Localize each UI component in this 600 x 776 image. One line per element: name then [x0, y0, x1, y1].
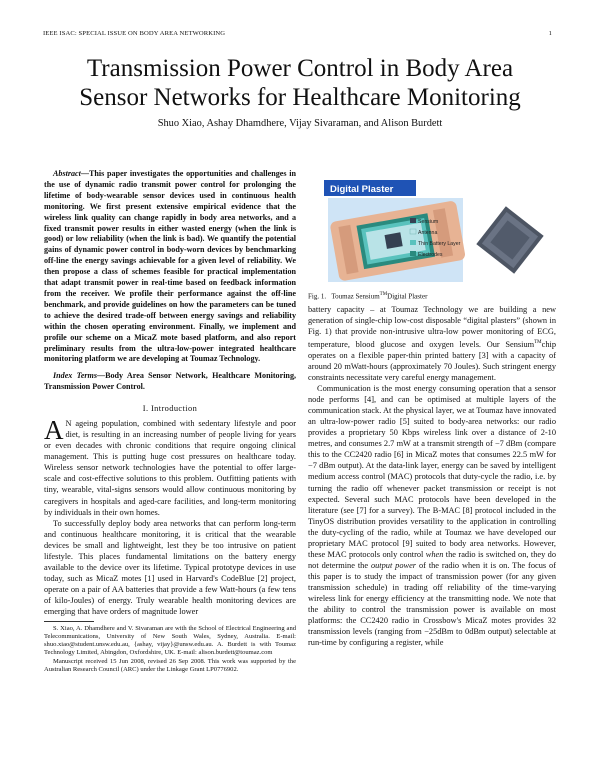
figure-banner-text: Digital Plaster — [330, 184, 394, 195]
right-paragraph-2-a: Communication is the most energy consuming operation that a sensor node performs [4], and can be optimised at multiple layers of the communication stack. At the physical layer, we at Toumaz have innovated an ultra-low-power radio [5] suited to body-area networks: our radio provides a proprietary 50 Kbps wireless link over a distance of 2-10 metres, and consumes 2.7 mW at a transmit strength of −7 dBm (compare this to the CC2420 radio [6] in MicaZ motes that consumes 22.5 mW for −7 dBm output). At the data-link layer, energy can be saved by intelligent medium access control (MAC) protocols that duty-cycle the radio, i.e. by turning the radio off whenever packet transmission or receipt is not expected. Several such MAC protocols have been developed in the literature (see [7] for a survey). The B-MAC [8] protocol included in the TinyOS distribution provides versatility to the application in controlling the duty-cycling of the radio, while at Toumaz we have developed our proprietary MAC protocol [9] suited to body area networks. However, these MAC protocols only control — [308, 384, 556, 559]
right-paragraph-2 — [308, 383, 556, 648]
right-paragraph-1 — [308, 304, 556, 383]
label-swatch-electrodes — [410, 251, 416, 256]
emphasis-output-power: output power — [370, 560, 417, 570]
index-terms-text: —Body Area Sensor Network, Healthcare Monitoring, Transmission Power Control. — [44, 371, 297, 392]
right-paragraph-2-c: of the radio when it is on. The focus of this paper is to study the impact of transmission power (for any given transmission schedule) in trading off reliability of the time-varying wireless link for energy efficiency at the transmitting node. We note that the ability to control the transmission power is available on most platforms: the CC2420 radio in Crossbow's MicaZ motes provides 32 transmission levels (ranging from −25dBm to 0dBm output) selectable at run-time by configuring a register, while — [308, 560, 556, 648]
left-column — [44, 169, 296, 674]
intro-paragraph-1-text: N ageing population, combined with sedentary lifestyle and poor diet, is resulting in an increasing number of people living for years or even decades with chronic conditions that require ongoing clinical management. This is putting huge cost pressures on healthcare today. Wireless sensor network technologies have the potential to offer large-scale and cost-effective solutions to this problem. Outfitting patients with tiny, wearable, vital-signs sensors would allow continuous monitoring by caregivers in hospitals and aged-care facilities, and long-term monitoring by individuals in their own homes. — [44, 419, 296, 517]
index-terms-label: Index Terms — [53, 371, 98, 381]
abstract — [44, 169, 296, 365]
title-line-2: Sensor Networks for Healthcare Monitoring — [79, 84, 521, 111]
section-heading-introduction: I. Introduction — [142, 404, 198, 414]
title-line-1: Transmission Power Control in Body Area — [86, 55, 514, 82]
figure-caption-prefix: Fig. 1. — [308, 292, 327, 301]
abstract-label: Abstract — [53, 169, 81, 178]
plaster-sensor-chip — [385, 232, 403, 249]
right-paragraph-1-b: chip operates on a flexible paper-thin printed battery [3] with a capacity of around 20 mWatt-hours (approximately 70 Joules). Such stringent energy constraints necessitate very careful energy management. — [308, 339, 556, 383]
label-swatch-battery — [410, 240, 416, 245]
right-paragraph-2-b: the radio is switched on, they do not determine the — [308, 549, 556, 570]
label-battery: Thin Battery Layer — [418, 241, 461, 247]
label-swatch-chip — [410, 218, 416, 223]
intro-paragraph-1 — [44, 415, 296, 517]
intro-paragraph-2: To successfully deploy body area networks that can perform long-term and continuous healthcare monitoring, it is critical that the wearable devices be small and lightweight, lest they be too intrusive on patient lifestyle. This places fundamental limitations on the battery energy available to the device over its lifetime. Typical prototype devices in use today, such as MicaZ motes [1] used in Harvard's CodeBlue [2] project, operate on a pair of AA batteries that provide a few Watt-hours (a few tens of kilo-Joules) of energy. Truly wearable health monitoring devices are emerging that have orders of magnitude lower — [44, 518, 296, 616]
label-sensium: Sensium — [418, 219, 439, 225]
page-number: 1 — [548, 30, 552, 37]
emphasis-when: when — [425, 549, 444, 559]
label-antenna: Antenna — [418, 230, 438, 236]
author-list: Shuo Xiao, Ashay Dhamdhere, Vijay Sivaraman, and Alison Burdett — [157, 118, 443, 129]
footnote-received: Manuscript received 15 Jun 2008, revised 26 Sep 2008. This work was supported by the Australian Research Council (ARC) under the Linkage Grant LP0776902. — [44, 657, 296, 673]
right-column — [308, 304, 556, 648]
paper-title — [40, 54, 560, 112]
figure-digital-plaster — [310, 170, 550, 284]
figure-caption-name: Toumaz Sensium — [331, 292, 380, 301]
footnote-rule — [44, 621, 94, 622]
figure-caption-tm: TM — [379, 292, 388, 297]
label-swatch-antenna — [410, 229, 416, 234]
label-electrodes: Electrodes — [418, 252, 443, 258]
figure-caption-suffix: Digital Plaster — [387, 292, 428, 301]
drop-cap: A — [44, 415, 64, 446]
running-header: IEEE ISAC: SPECIAL ISSUE ON BODY AREA NETWORKING — [43, 30, 226, 37]
index-terms — [44, 371, 296, 393]
abstract-text: —This paper investigates the opportunities and challenges in the use of dynamic radio transmit power control for prolonging the lifetime of body-wearable sensor devices used in continuous health monitoring. We first present extensive empirical evidence that the wireless link quality can change rapidly in body area networks, and a fixed transmit power results in either wasted energy (when the link is good) or low reliability (when the link is bad). We quantify the potential gains of dynamic power control in body-worn devices by benchmarking off-line the energy savings achievable for a given level of reliability. We then propose a class of schemes feasible for practical implementation that adapt transmit power in real-time based on feedback information from the receiver. We profile their performance against the off-line benchmark, and provide guidelines on how the parameters can be tuned to achieve the desired trade-off between energy savings and reliability within the chosen operating environment. Finally, we implement and profile our scheme on a MicaZ mote based platform, and also report preliminary results from the ultra-low-power integrated healthcare monitoring platform we are developing at Toumaz Technology. — [44, 169, 296, 364]
footnote-affiliation: S. Xiao, A. Dhamdhere and V. Sivaraman are with the School of Electrical Engineering and Telecommunications, University of New South Wales, Sydney, Australia. E-mail: shuo.xiao@student.unsw.edu.au, {ashay, vijay}@unsw.edu.au. A. Burdett is with Toumaz Technology Limited, Abingdon, Oxfordshire, UK. E-mail: alison.burdett@toumaz.com — [44, 625, 296, 657]
figure-caption — [308, 292, 427, 300]
right-paragraph-1-a: battery capacity – at Toumaz Technology we are building a new generation of single-chip low-cost disposable “digital plasters” (shown in Fig. 1) that provide non-intrusive ultra-low power monitoring of ECG, temperature, blood glucose and oxygen levels. Our Sensium — [308, 305, 556, 349]
sensium-trademark: TM — [534, 340, 542, 346]
